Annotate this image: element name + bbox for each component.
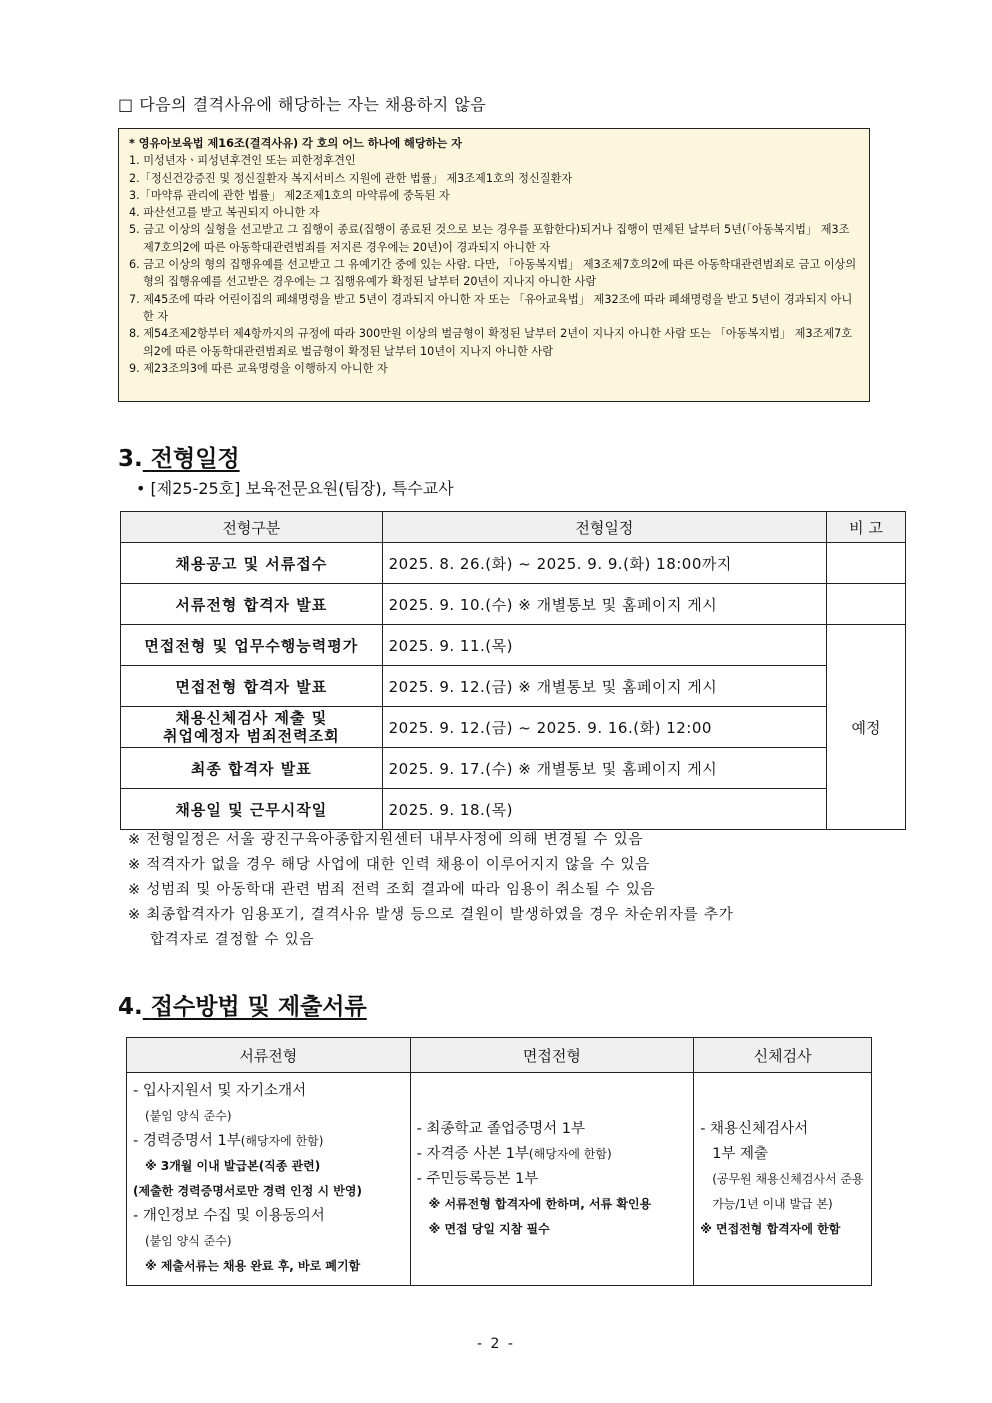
table-row [121,625,906,666]
table-row [127,1073,872,1286]
table-row [121,543,906,584]
document-line-text: - 최종학교 졸업증명서 1부 [416,1120,585,1137]
document-line [700,1167,865,1192]
document-line [133,1079,404,1104]
disqualification-box [118,128,870,402]
disqualification-item: 1. 미성년자ㆍ피성년후견인 또는 피한정후견인 [129,154,356,168]
section-3-heading: 전형일정 [150,446,240,472]
disqualification-list [129,152,859,377]
schedule-header-category: 전형구분 [121,512,383,543]
document-line [417,1192,688,1217]
document-line-extra: (해당자에 한함) [528,1146,612,1161]
schedule-date: 2025. 9. 12.(금) ※ 개별통보 및 홈페이지 게시 [382,666,826,707]
documents-header-interview: 면접전형 [410,1038,694,1073]
disqualification-heading: □ 다음의 결격사유에 해당하는 자는 채용하지 않음 [118,95,487,114]
document-line [417,1117,688,1142]
page-number: - 2 - [477,1336,515,1352]
document-line [700,1217,865,1242]
schedule-header-note: 비 고 [827,512,906,543]
table-row [121,707,906,748]
schedule-header-row [121,512,906,543]
table-row [121,789,906,830]
document-line-text: (공무원 채용신체검사서 준용 [712,1171,864,1186]
document-line [417,1142,688,1167]
document-line [133,1254,404,1279]
document-line-text: 1부 제출 [712,1145,769,1162]
document-line-text: 가능/1년 이내 발급 본) [712,1196,833,1211]
section-3-subtitle: • [제25-25호] 보육전문요원(팀장), 특수교사 [136,479,454,498]
document-line [133,1204,404,1229]
document-line [133,1154,404,1179]
table-row [121,748,906,789]
documents-header-physical: 신체검사 [694,1038,872,1073]
document-line-text: ※ 제출서류는 채용 완료 후, 바로 폐기함 [145,1259,361,1273]
documents-table [126,1037,872,1286]
documents-header-row [127,1038,872,1073]
document-line-text: (붙임 양식 준수) [145,1234,232,1248]
document-line-text: - 개인정보 수집 및 이용동의서 [133,1208,325,1224]
disqualification-item: 3.「마약류 관리에 관한 법률」 제2조제1호의 마약류에 중독된 자 [129,188,450,202]
document-line [133,1104,404,1129]
document-line [133,1179,404,1204]
document-line-extra: (해당자에 한함) [240,1134,324,1148]
schedule-category: 채용신체검사 제출 및 취업예정자 범죄전력조회 [121,707,383,748]
schedule-date: 2025. 9. 12.(금) ~ 2025. 9. 16.(화) 12:00 [382,707,826,748]
schedule-category: 채용일 및 근무시작일 [121,789,383,830]
disqualification-item: 7. 제45조에 따라 어린이집의 폐쇄명령을 받고 5년이 경과되지 아니한 자 또는 「유아교육법」 제32조에 따라 폐쇄명령을 받고 5년이 경과되지 아니한 자 [129,292,853,323]
document-line [133,1129,404,1154]
schedule-note-line: 합격자로 결정할 수 있음 [150,932,315,948]
document-line [417,1167,688,1192]
disqualification-item: 2.「정신건강증진 및 정신질환자 복지서비스 지원에 관한 법률」 제3조제1호의 정신질환자 [129,171,573,185]
schedule-category: 면접전형 합격자 발표 [121,666,383,707]
section-3-number: 3. [118,446,143,472]
documents-interview-cell [410,1073,694,1286]
document-line [700,1192,865,1217]
disqualification-item: 6. 금고 이상의 형의 집행유예를 선고받고 그 유예기간 중에 있는 사람. 다만, 「아동복지법」 제3조제7호의2에 따른 아동학대관련범죄로 금고 이상의 형의 집행유예를 선고받은 경우에는 그 집행유예가 확정된 날부터 20년이 지나지 아니한 사람 [129,258,857,289]
schedule-note-line: ※ 최종합격자가 임용포기, 결격사유 발생 등으로 결원이 발생하였을 경우 차순위자를 추가 [128,907,734,923]
disqualification-item: 5. 금고 이상의 실형을 선고받고 그 집행이 종료(집행이 종료된 것으로 보는 경우를 포함한다)되거나 집행이 면제된 날부터 5년(「아동복지법」 제3조제7호의2에 따른 아동학대관련범죄를 저지른 경우에는 20년)이 경과되지 아니한 자 [129,223,850,254]
document-line [700,1142,865,1167]
document-line-text: ※ 3개월 이내 발급본(직종 관련) [145,1159,321,1173]
disqualification-item: 9. 제23조의3에 따른 교육명령을 이행하지 아니한 자 [129,361,388,375]
document-line-text: - 자격증 사본 1부 [416,1145,529,1162]
table-row [121,666,906,707]
section-4-heading: 접수방법 및 제출서류 [150,994,367,1020]
table-row [121,584,906,625]
documents-physical-cell [694,1073,872,1286]
schedule-date: 2025. 9. 11.(목) [382,625,826,666]
document-line-text: ※ 면접전형 합격자에 한함 [700,1221,841,1236]
schedule-category: 채용공고 및 서류접수 [121,543,383,584]
documents-screening-cell [127,1073,411,1286]
disqualification-item: 4. 파산선고를 받고 복권되지 아니한 자 [129,206,320,220]
document-line-text: - 입사지원서 및 자기소개서 [133,1083,307,1099]
schedule-table [120,511,906,830]
document-line [417,1217,688,1242]
schedule-category: 면접전형 및 업무수행능력평가 [121,625,383,666]
schedule-notes [128,828,734,953]
document-line-text: - 주민등록등본 1부 [416,1170,539,1187]
document-line-text: ※ 면접 당일 지참 필수 [428,1221,550,1236]
schedule-note-line: ※ 전형일정은 서울 광진구육아종합지원센터 내부사정에 의해 변경될 수 있음 [128,832,644,848]
schedule-category: 최종 합격자 발표 [121,748,383,789]
documents-header-screening: 서류전형 [127,1038,411,1073]
schedule-note-line: ※ 성범죄 및 아동학대 관련 범죄 전력 조회 결과에 따라 임용이 취소될 수 있음 [128,882,656,898]
section-4-title [118,988,367,1021]
document-line-text: - 경력증명서 1부 [133,1133,241,1149]
schedule-date: 2025. 9. 17.(수) ※ 개별통보 및 홈페이지 게시 [382,748,826,789]
schedule-note-tentative: 예정 [827,625,906,830]
document-line-text: ※ 서류전형 합격자에 한하며, 서류 확인용 [428,1196,652,1211]
schedule-date: 2025. 8. 26.(화) ~ 2025. 9. 9.(화) 18:00까지 [382,543,826,584]
section-3-title [118,440,240,473]
schedule-date: 2025. 9. 18.(목) [382,789,826,830]
disqualification-title: * 영유아보육법 제16조(결격사유) 각 호의 어느 하나에 해당하는 자 [129,137,462,150]
schedule-note [827,543,906,584]
document-line [700,1117,865,1142]
document-line-text: - 채용신체검사서 [700,1120,809,1137]
schedule-date: 2025. 9. 10.(수) ※ 개별통보 및 홈페이지 게시 [382,584,826,625]
disqualification-item: 8. 제54조제2항부터 제4항까지의 규정에 따라 300만원 이상의 벌금형이 확정된 날부터 2년이 지나지 아니한 사람 또는 「아동복지법」 제3조제7호의2에 따른 아동학대관련범죄로 벌금형이 확정된 날부터 10년이 지나지 아니한 사람 [129,327,853,358]
document-line-text: (제출한 경력증명서로만 경력 인정 시 반영) [133,1184,362,1198]
document-line-text: (붙임 양식 준수) [145,1109,232,1123]
schedule-note-line: ※ 적격자가 없을 경우 해당 사업에 대한 인력 채용이 이루어지지 않을 수 있음 [128,857,651,873]
schedule-note [827,584,906,625]
schedule-header-schedule: 전형일정 [382,512,826,543]
document-line [133,1229,404,1254]
schedule-category: 서류전형 합격자 발표 [121,584,383,625]
section-4-number: 4. [118,994,143,1020]
